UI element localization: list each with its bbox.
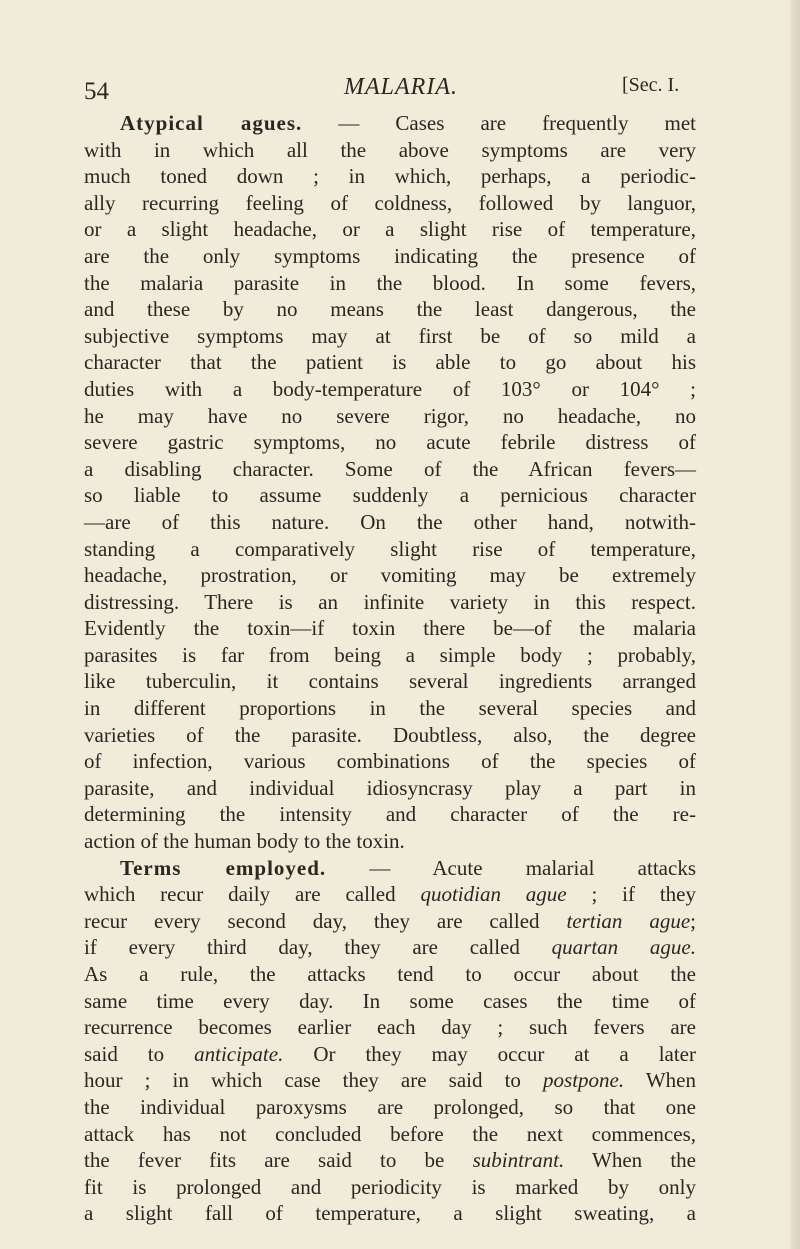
- text-line: Terms employed. — Acute malarial attacks: [120, 855, 696, 880]
- text-line: determining the intensity and character of the re-: [84, 802, 696, 827]
- text-line: fit is prolonged and periodicity is marked by only: [84, 1174, 696, 1199]
- text-line: in different proportions in the several species and: [84, 696, 696, 721]
- text-line: a slight fall of temperature, a slight sweating, a: [84, 1201, 696, 1226]
- text-line: Evidently the toxin—if toxin there be—of the malaria: [84, 616, 696, 641]
- running-title: MALARIA.: [344, 74, 458, 100]
- text-line: parasites is far from being a simple body ; probably,: [84, 642, 696, 667]
- text-line: he may have no severe rigor, no headache, no: [84, 403, 696, 428]
- term-subintrant: subintrant.: [472, 1148, 565, 1173]
- text-line: character that the patient is able to go about his: [84, 350, 696, 375]
- term-quartan: quartan ague.: [551, 935, 697, 960]
- text-line: if every third day, they are called quartan ague.: [84, 935, 697, 960]
- text-line: or a slight headache, or a slight rise of temperature,: [84, 217, 696, 242]
- text-line: action of the human body to the toxin.: [84, 829, 405, 854]
- text-line: hour ; in which case they are said to postpone. When: [84, 1068, 696, 1093]
- text-line: varieties of the parasite. Doubtless, also, the degree: [84, 722, 696, 747]
- text-line: of infection, various combinations of the species of: [84, 749, 696, 774]
- term-quotidian: quotidian ague: [420, 882, 567, 907]
- term-anticipate: anticipate.: [194, 1041, 284, 1066]
- text-line: —are of this nature. On the other hand, notwith-: [84, 509, 696, 534]
- text-line: parasite, and individual idiosyncrasy play a part in: [84, 775, 696, 800]
- term-tertian: tertian ague: [566, 908, 691, 933]
- page-edge: [790, 0, 800, 1249]
- text-line: the individual paroxysms are prolonged, so that one: [84, 1094, 696, 1119]
- text-line: Atypical agues. — Cases are frequently met: [120, 111, 697, 135]
- text-line: which recur daily are called quotidian ague ; if they: [84, 882, 696, 907]
- text-line: attack has not concluded before the next commences,: [84, 1121, 696, 1146]
- text-line: a disabling character. Some of the African fevers—: [84, 456, 696, 481]
- text-line: recur every second day, they are called tertian ague;: [84, 908, 696, 933]
- text-line: so liable to assume suddenly a pernicious character: [84, 483, 696, 508]
- text-line: distressing. There is an infinite variety in this respect.: [84, 589, 696, 614]
- paragraph-heading: Atypical agues.: [120, 111, 303, 135]
- text-line: the fever fits are said to be subintrant. When the: [84, 1148, 697, 1173]
- text-line: the malaria parasite in the blood. In some fevers,: [84, 270, 696, 295]
- text-line: subjective symptoms may at first be of so mild a: [84, 323, 696, 348]
- paragraph-heading: Terms employed.: [120, 855, 327, 880]
- running-header: [84, 72, 684, 112]
- text-line: same time every day. In some cases the time of: [84, 988, 696, 1013]
- text-line: much toned down ; in which, perhaps, a periodic-: [84, 164, 696, 189]
- page-number: 54: [84, 78, 109, 105]
- text-line: severe gastric symptoms, no acute febrile distress of: [84, 430, 696, 455]
- text-line: said to anticipate. Or they may occur at a later: [84, 1041, 696, 1066]
- text-line: standing a comparatively slight rise of temperature,: [84, 536, 696, 561]
- term-postpone: postpone.: [543, 1068, 625, 1093]
- text-line: with in which all the above symptoms are very: [84, 137, 696, 162]
- text-line: recurrence becomes earlier each day ; such fevers are: [84, 1015, 696, 1040]
- body-text: [84, 110, 696, 1227]
- section-reference: [Sec. I.: [622, 74, 680, 96]
- text-line: As a rule, the attacks tend to occur about the: [84, 962, 696, 986]
- text-line: like tuberculin, it contains several ingredients arranged: [84, 669, 696, 694]
- text-line: headache, prostration, or vomiting may be extremely: [84, 563, 696, 588]
- text-line: ally recurring feeling of coldness, followed by languor,: [84, 190, 696, 215]
- text-line: are the only symptoms indicating the presence of: [84, 243, 696, 268]
- text-line: and these by no means the least dangerous, the: [84, 297, 696, 322]
- text-line: duties with a body-temperature of 103° or 104° ;: [84, 376, 696, 401]
